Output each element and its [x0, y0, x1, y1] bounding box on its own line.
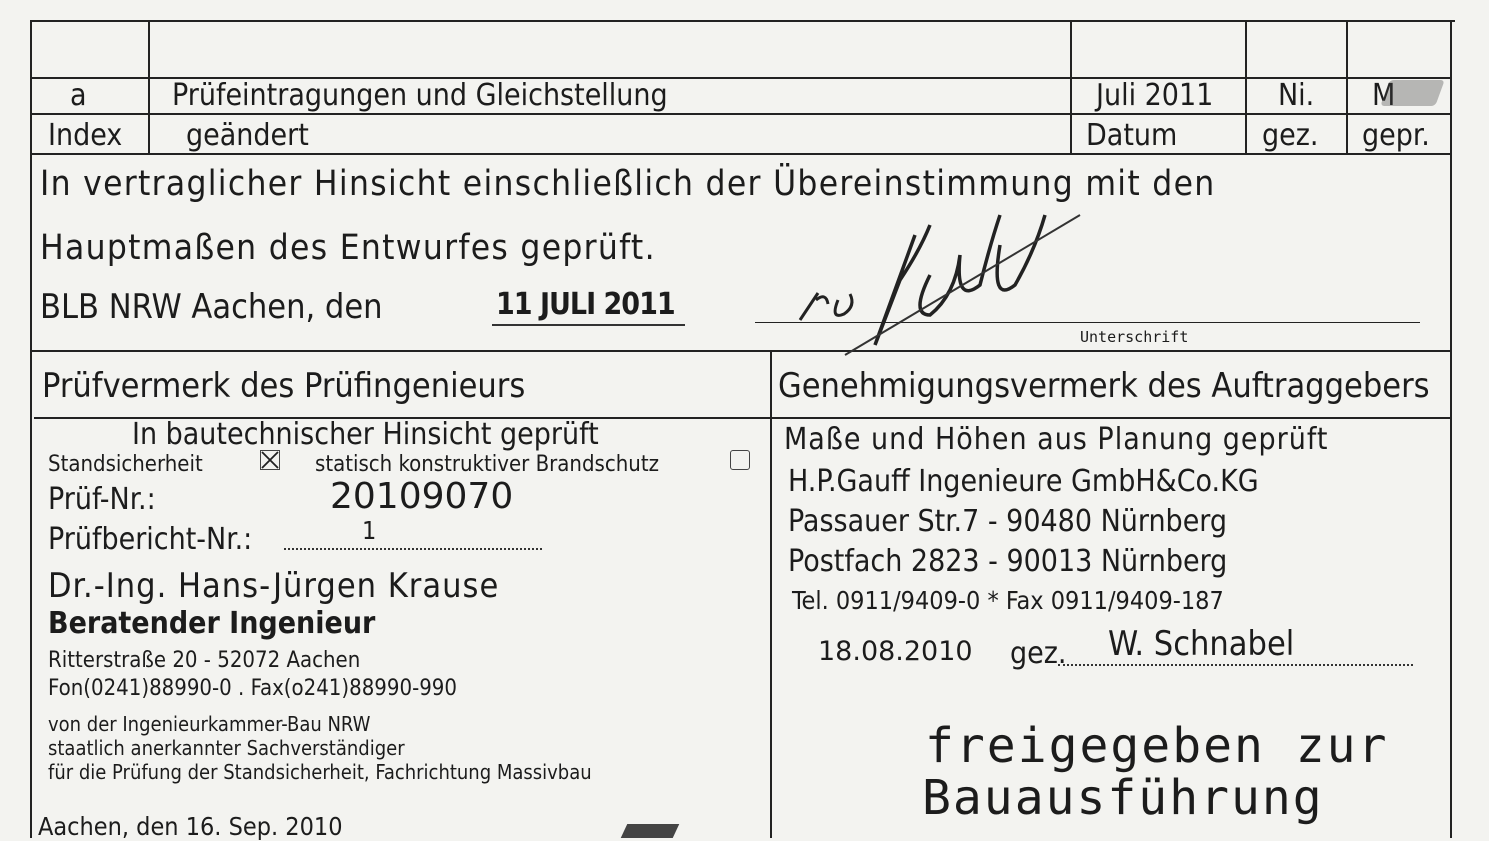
- chamber-line1: von der Ingenieurkammer-Bau NRW: [48, 712, 371, 736]
- approval-date: 18.08.2010: [818, 636, 973, 667]
- place-label: BLB NRW Aachen, den: [40, 287, 383, 327]
- signature-label: Unterschrift: [1080, 328, 1189, 346]
- frame-top-line: [30, 20, 1455, 22]
- engineer-address: Ritterstraße 20 - 52072 Aachen: [48, 648, 361, 673]
- revision-signed: Ni.: [1278, 78, 1315, 113]
- chamber-line2: staatlich anerkannter Sachverständiger: [48, 736, 405, 760]
- revision-description: Prüfeintragungen und Gleichstellung: [172, 78, 668, 113]
- revision-checked: M: [1372, 78, 1396, 113]
- left-panel-title: Prüfvermerk des Prüfingenieurs: [42, 366, 526, 406]
- bericht-dotted-line: [284, 522, 542, 550]
- contract-check-line2: Hauptmaßen des Entwurfes geprüft.: [40, 228, 656, 268]
- engineer-date-line: Aachen, den 16. Sep. 2010: [38, 812, 343, 841]
- column-line: [1346, 20, 1348, 153]
- column-line: [1070, 20, 1072, 153]
- engineer-role: Beratender Ingenieur: [48, 606, 376, 641]
- engineer-phone: Fon(0241)88990-0 . Fax(o241)88990-990: [48, 676, 457, 701]
- company-street: Passauer Str.7 - 90480 Nürnberg: [788, 504, 1227, 539]
- column-line: [148, 20, 150, 153]
- standsicherheit-checkbox[interactable]: [260, 450, 280, 470]
- column-line: [1245, 20, 1247, 153]
- release-stamp-line1: freigegeben zur: [925, 718, 1389, 774]
- bericht-label: Prüfbericht-Nr.:: [48, 522, 253, 557]
- release-stamp-line2: Bauausführung: [922, 770, 1324, 826]
- pruef-nr-value: 20109070: [330, 476, 514, 517]
- approval-signer: W. Schnabel: [1108, 624, 1295, 664]
- date-stamp: 11 JULI 2011: [492, 287, 685, 326]
- company-phone: Tel. 0911/9409-0 * Fax 0911/9409-187: [792, 586, 1224, 615]
- signature-image: [780, 205, 1140, 365]
- checked-note: Maße und Höhen aus Planung geprüft: [784, 422, 1329, 457]
- frame-right-line: [1450, 20, 1452, 838]
- revision-index-a: a: [70, 78, 87, 113]
- seal-fragment: [621, 824, 680, 838]
- approval-signed-label: gez.: [1010, 636, 1067, 671]
- header-date: Datum: [1086, 118, 1178, 153]
- right-panel-title: Genehmigungsvermerk des Auftraggebers: [778, 366, 1430, 406]
- company-postbox: Postfach 2823 - 90013 Nürnberg: [788, 544, 1228, 579]
- header-index: Index: [48, 118, 123, 153]
- brandschutz-label: statisch konstruktiver Brandschutz: [315, 452, 659, 477]
- checkbox-cross-icon: [261, 451, 279, 469]
- standsicherheit-label: Standsicherheit: [48, 452, 203, 477]
- pruef-nr-label: Prüf-Nr.:: [48, 482, 156, 517]
- initials-scribble: [1380, 80, 1444, 106]
- inspection-heading: In bautechnischer Hinsicht geprüft: [132, 417, 599, 452]
- brandschutz-checkbox[interactable]: [730, 450, 750, 470]
- header-signed: gez.: [1262, 118, 1319, 153]
- row-separator: [30, 113, 1452, 115]
- panel-divider: [770, 350, 772, 838]
- bericht-value: 1: [362, 516, 377, 545]
- row-separator: [30, 350, 1452, 352]
- chamber-line3: für die Prüfung der Standsicherheit, Fachrichtung Massivbau: [48, 760, 592, 784]
- company-name: H.P.Gauff Ingenieure GmbH&Co.KG: [788, 464, 1259, 499]
- contract-check-line1: In vertraglicher Hinsicht einschließlich der Übereinstimmung mit den: [40, 164, 1216, 204]
- engineer-name: Dr.-Ing. Hans-Jürgen Krause: [48, 566, 500, 606]
- frame-left-line: [30, 20, 32, 838]
- header-checked: gepr.: [1362, 118, 1430, 153]
- header-changed: geändert: [186, 118, 309, 153]
- revision-date: Juli 2011: [1096, 78, 1214, 113]
- row-separator: [30, 153, 1452, 155]
